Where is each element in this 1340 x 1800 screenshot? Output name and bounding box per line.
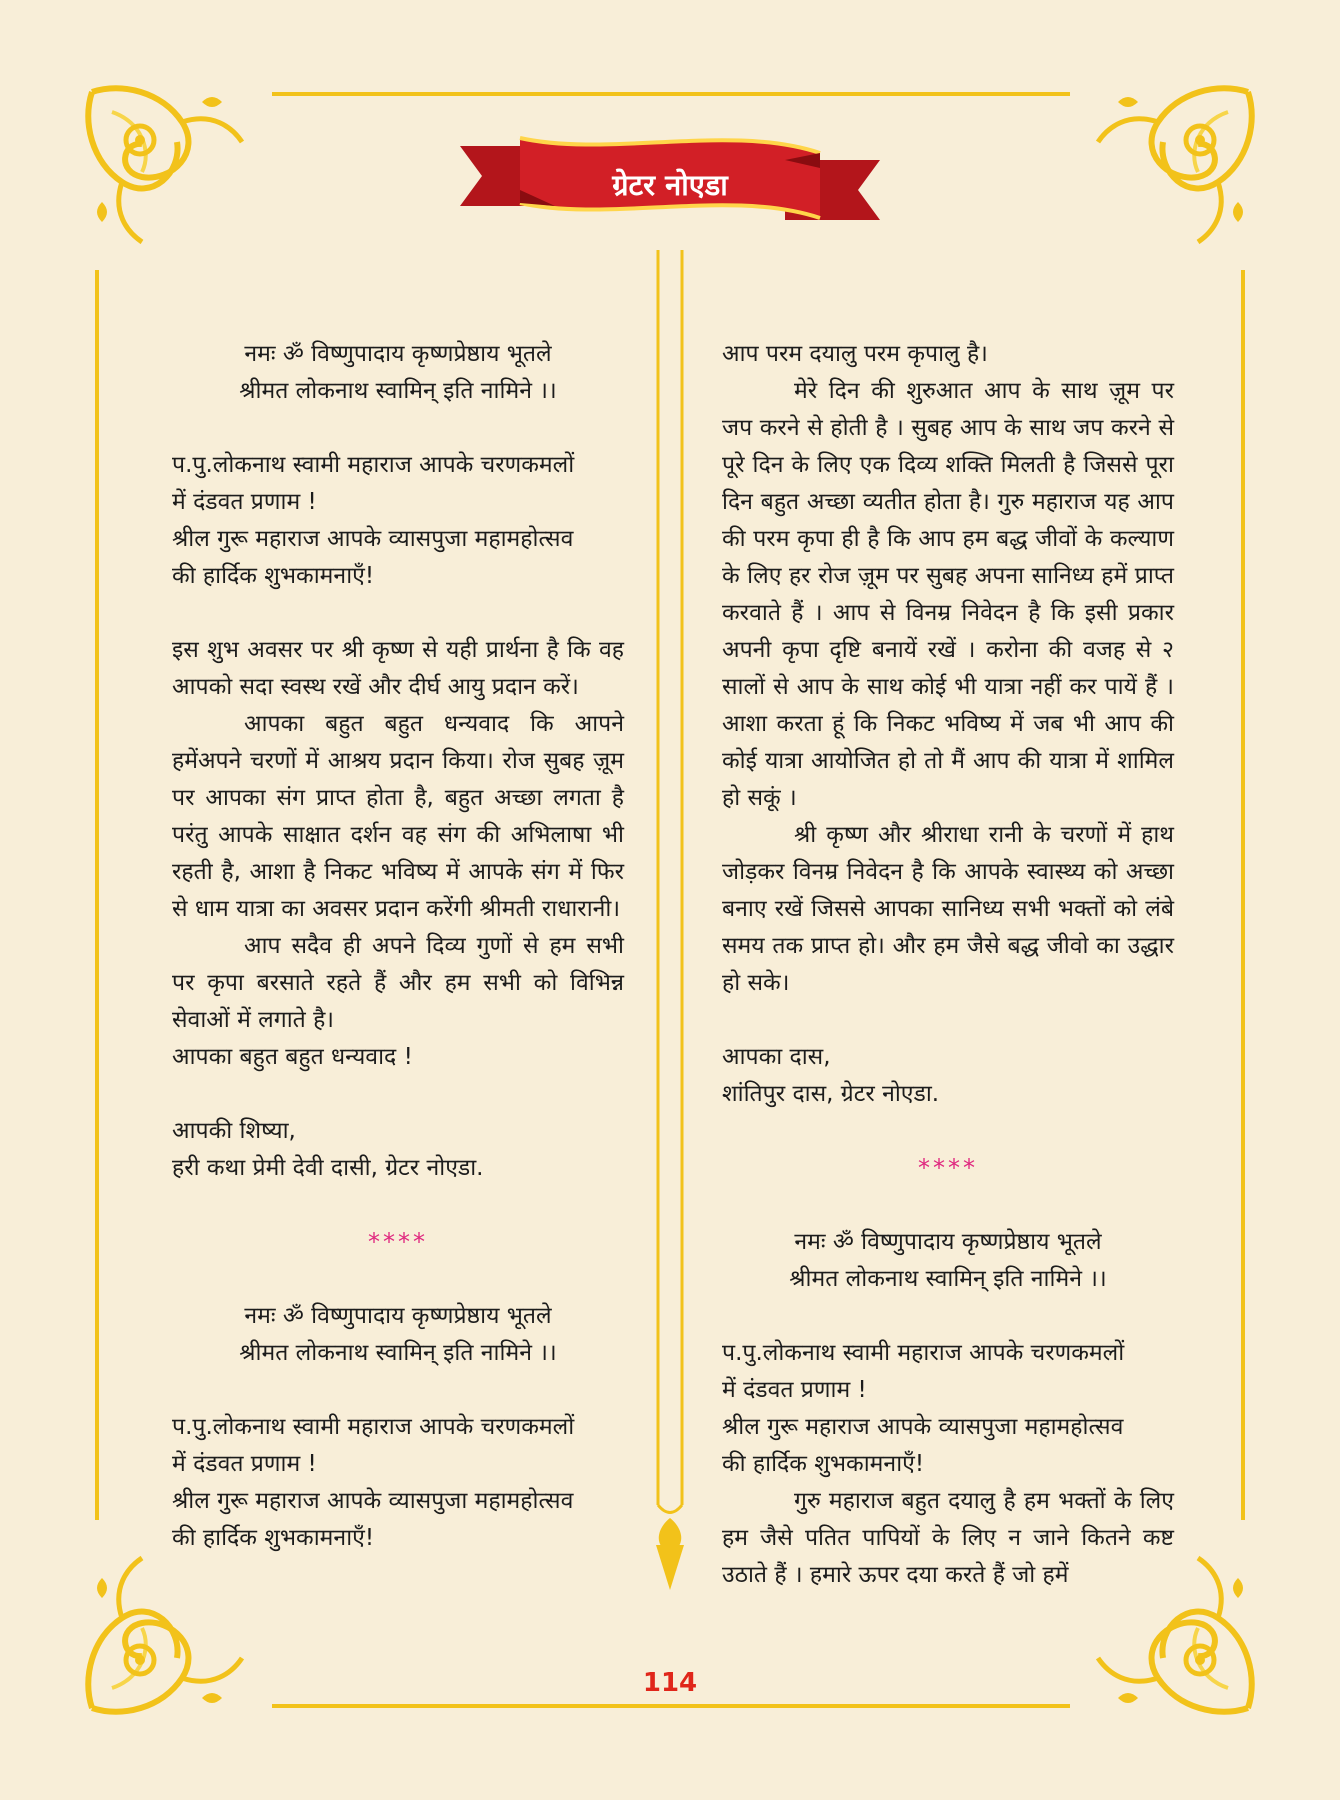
paragraph: आपका बहुत बहुत धन्यवाद कि आपने हमेंअपने चरणों में आश्रय प्रदान किया। रोज सुबह ज़ूम पर आपका संग प्राप्त होता है, बहुत अच्छा लगता है परंतु आपके साक्षात दर्शन वह संग की अभिलाषा भी रहती है, आशा है निकट भविष्य में आपके संग में फिर से धाम यात्रा का अवसर प्रदान करेंगी श्रीमती राधारानी। xyxy=(172,711,624,922)
signoff-line: हरी कथा प्रेमी देवी दासी, ग्रेटर नोएडा. xyxy=(172,1155,484,1181)
page-title: ग्रेटर नोएडा xyxy=(612,168,728,202)
signoff-line: आपकी शिष्या, xyxy=(172,1118,296,1144)
corner-flourish-icon xyxy=(88,1558,242,1712)
salutation-line: में दंडवत प्रणाम ! xyxy=(172,1451,317,1477)
left-column xyxy=(172,336,624,1557)
salutation-line: प.पु.लोकनाथ स्वामी महाराज आपके चरणकमलों xyxy=(172,1414,575,1440)
corner-flourish-icon xyxy=(88,88,242,242)
page-number: 114 xyxy=(642,1668,698,1698)
verse-line: श्रीमत लोकनाथ स्वामिन् इति नामिने ।। xyxy=(239,1340,557,1366)
right-column xyxy=(722,336,1174,1594)
greeting-line: श्रील गुरू महाराज आपके व्यासपुजा महामहोत्सव xyxy=(722,1414,1124,1440)
verse-line: नमः ॐ विष्णुपादाय कृष्णप्रेष्ठाय भूतले xyxy=(244,1303,552,1329)
separator-stars: **** xyxy=(368,1228,428,1256)
verse-line: नमः ॐ विष्णुपादाय कृष्णप्रेष्ठाय भूतले xyxy=(794,1229,1102,1255)
greeting-line: की हार्दिक शुभकामनाएँ! xyxy=(172,1525,375,1551)
column-divider-drop-icon xyxy=(656,1518,684,1590)
salutation-line: में दंडवत प्रणाम ! xyxy=(722,1377,867,1403)
verse-line: श्रीमत लोकनाथ स्वामिन् इति नामिने ।। xyxy=(789,1266,1107,1292)
opening-line: आप परम दयालु परम कृपालु है। xyxy=(722,341,988,367)
verse-line: नमः ॐ विष्णुपादाय कृष्णप्रेष्ठाय भूतले xyxy=(244,341,552,367)
greeting-line: की हार्दिक शुभकामनाएँ! xyxy=(172,563,375,589)
salutation-line: में दंडवत प्रणाम ! xyxy=(172,489,317,515)
paragraph: इस शुभ अवसर पर श्री कृष्ण से यही प्रार्थना है कि वह आपको सदा स्वस्थ रखें और दीर्घ आयु प्रदान करें। xyxy=(172,637,624,700)
paragraph: गुरु महाराज बहुत दयालु है हम भक्तों के लिए हम जैसे पतित पापियों के लिए न जाने कितने कष्ट उठाते हैं । हमारे ऊपर दया करते हैं जो हमें xyxy=(722,1488,1174,1588)
signoff-line: आपका दास, xyxy=(722,1044,831,1070)
greeting-line: की हार्दिक शुभकामनाएँ! xyxy=(722,1451,925,1477)
corner-flourish-icon xyxy=(1098,88,1252,242)
paragraph: मेरे दिन की शुरुआत आप के साथ ज़ूम पर जप करने से होती है । सुबह आप के साथ जप करने से पूरे दिन के लिए एक दिव्य शक्ति मिलती है जिससे पूरा दिन बहुत अच्छा व्यतीत होता है। गुरु महाराज यह आप की परम कृपा ही है कि आप हम बद्ध जीवों के कल्याण के लिए हर रोज ज़ूम पर सुबह अपना सानिध्य हमें प्राप्त करवाते हैं । आप से विनम्र निवेदन है कि इसी प्रकार अपनी कृपा दृष्टि बनायें रखें । करोना की वजह से २ सालों से आप के साथ कोई भी यात्रा नहीं कर पायें हैं । आशा करता हूं कि निकट भविष्य में जब भी आप की कोई यात्रा आयोजित हो तो मैं आप की यात्रा में शामिल हो सकूं । xyxy=(722,378,1174,811)
salutation-line: प.पु.लोकनाथ स्वामी महाराज आपके चरणकमलों xyxy=(172,452,575,478)
verse-line: श्रीमत लोकनाथ स्वामिन् इति नामिने ।। xyxy=(239,378,557,404)
paragraph: श्री कृष्ण और श्रीराधा रानी के चरणों में हाथ जोड़कर विनम्र निवेदन है कि आपके स्वास्थ्य को अच्छा बनाए रखें जिससे आपका सानिध्य सभी भक्तों को लंबे समय तक प्राप्त हो। और हम जैसे बद्ध जीवो का उद्धार हो सके। xyxy=(722,822,1174,996)
signoff-line: शांतिपुर दास, ग्रेटर नोएडा. xyxy=(722,1081,940,1107)
greeting-line: श्रील गुरू महाराज आपके व्यासपुजा महामहोत्सव xyxy=(172,1488,574,1514)
salutation-line: प.पु.लोकनाथ स्वामी महाराज आपके चरणकमलों xyxy=(722,1340,1125,1366)
paragraph: आप सदैव ही अपने दिव्य गुणों से हम सभी पर कृपा बरसाते रहते हैं और हम सभी को विभिन्न सेवाओं में लगाते है। xyxy=(172,933,624,1033)
separator-stars: **** xyxy=(918,1154,978,1182)
thanks-line: आपका बहुत बहुत धन्यवाद ! xyxy=(172,1044,413,1070)
greeting-line: श्रील गुरू महाराज आपके व्यासपुजा महामहोत्सव xyxy=(172,526,574,552)
